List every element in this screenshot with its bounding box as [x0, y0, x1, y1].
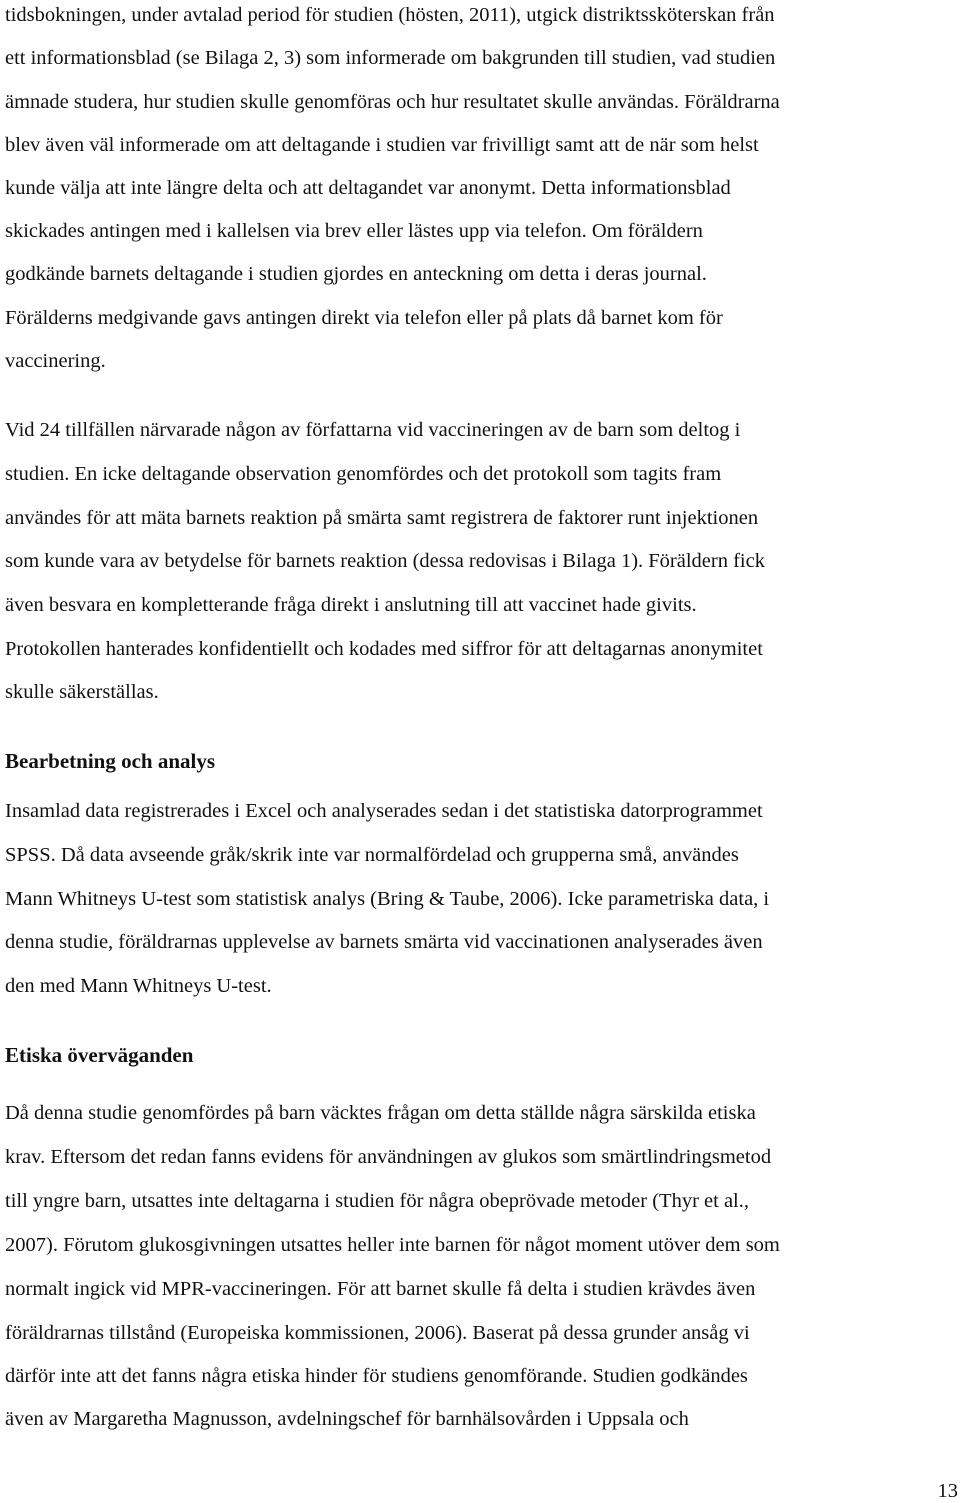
- text-line: därför inte att det fanns några etiska hinder för studiens genomförande. Studien godkändes: [5, 1365, 748, 1387]
- text-line: vaccinering.: [5, 350, 106, 372]
- text-line: ämnade studera, hur studien skulle genomföras och hur resultatet skulle användas. Föräldrarna: [5, 91, 780, 113]
- text-line: ett informationsblad (se Bilaga 2, 3) som informerade om bakgrunden till studien, vad studien: [5, 47, 776, 69]
- text-line: även av Margaretha Magnusson, avdelningschef för barnhälsovården i Uppsala och: [5, 1408, 689, 1430]
- section-heading: Bearbetning och analys: [5, 749, 216, 773]
- text-line: som kunde vara av betydelse för barnets reaktion (dessa redovisas i Bilaga 1). Föräldern fick: [5, 550, 765, 572]
- text-line: Insamlad data registrerades i Excel och analyserades sedan i det statistiska datorprogrammet: [5, 800, 763, 822]
- text-line: 2007). Förutom glukosgivningen utsattes heller inte barnen för något moment utöver dem som: [5, 1234, 780, 1256]
- text-line: blev även väl informerade om att deltagande i studien var frivilligt samt att de när som helst: [5, 134, 759, 156]
- text-line: den med Mann Whitneys U-test.: [5, 975, 272, 997]
- text-line: denna studie, föräldrarnas upplevelse av barnets smärta vid vaccinationen analyserades även: [5, 931, 763, 953]
- text-line: godkände barnets deltagande i studien gjordes en anteckning om detta i deras journal.: [5, 263, 707, 285]
- text-line: krav. Eftersom det redan fanns evidens för användningen av glukos som smärtlindringsmetod: [5, 1146, 772, 1168]
- text-line: Förälderns medgivande gavs antingen direkt via telefon eller på plats då barnet kom för: [5, 307, 723, 329]
- page-number: 13: [937, 1480, 958, 1502]
- section-heading: Etiska överväganden: [5, 1043, 194, 1067]
- text-line: normalt ingick vid MPR-vaccineringen. För att barnet skulle få delta i studien krävdes även: [5, 1278, 756, 1300]
- text-line: även besvara en kompletterande fråga direkt i anslutning till att vaccinet hade givits.: [5, 594, 697, 616]
- text-line: till yngre barn, utsattes inte deltagarna i studien för några obeprövade metoder (Thyr et al.,: [5, 1190, 749, 1212]
- text-line: Protokollen hanterades konfidentiellt och kodades med siffror för att deltagarnas anonymitet: [5, 638, 763, 660]
- text-line: tidsbokningen, under avtalad period för studien (hösten, 2011), utgick distriktssköterskan från: [5, 4, 775, 26]
- text-line: Vid 24 tillfällen närvarade någon av författarna vid vaccineringen av de barn som deltog i: [5, 419, 741, 441]
- text-line: skickades antingen med i kallelsen via brev eller lästes upp via telefon. Om föräldern: [5, 220, 703, 242]
- text-line: Mann Whitneys U-test som statistisk analys (Bring & Taube, 2006). Icke parametriska data, i: [5, 888, 770, 910]
- text-line: studien. En icke deltagande observation genomfördes och det protokoll som tagits fram: [5, 463, 722, 485]
- text-line: SPSS. Då data avseende gråk/skrik inte var normalfördelad och grupperna små, användes: [5, 844, 739, 866]
- text-line: föräldrarnas tillstånd (Europeiska kommissionen, 2006). Baserat på dessa grunder ansåg vi: [5, 1322, 750, 1344]
- text-line: skulle säkerställas.: [5, 681, 159, 703]
- text-line: användes för att mäta barnets reaktion på smärta samt registrera de faktorer runt injektionen: [5, 507, 759, 529]
- text-line: Då denna studie genomfördes på barn väcktes frågan om detta ställde några särskilda etiska: [5, 1102, 756, 1124]
- text-line: kunde välja att inte längre delta och att deltagandet var anonymt. Detta informationsblad: [5, 177, 731, 199]
